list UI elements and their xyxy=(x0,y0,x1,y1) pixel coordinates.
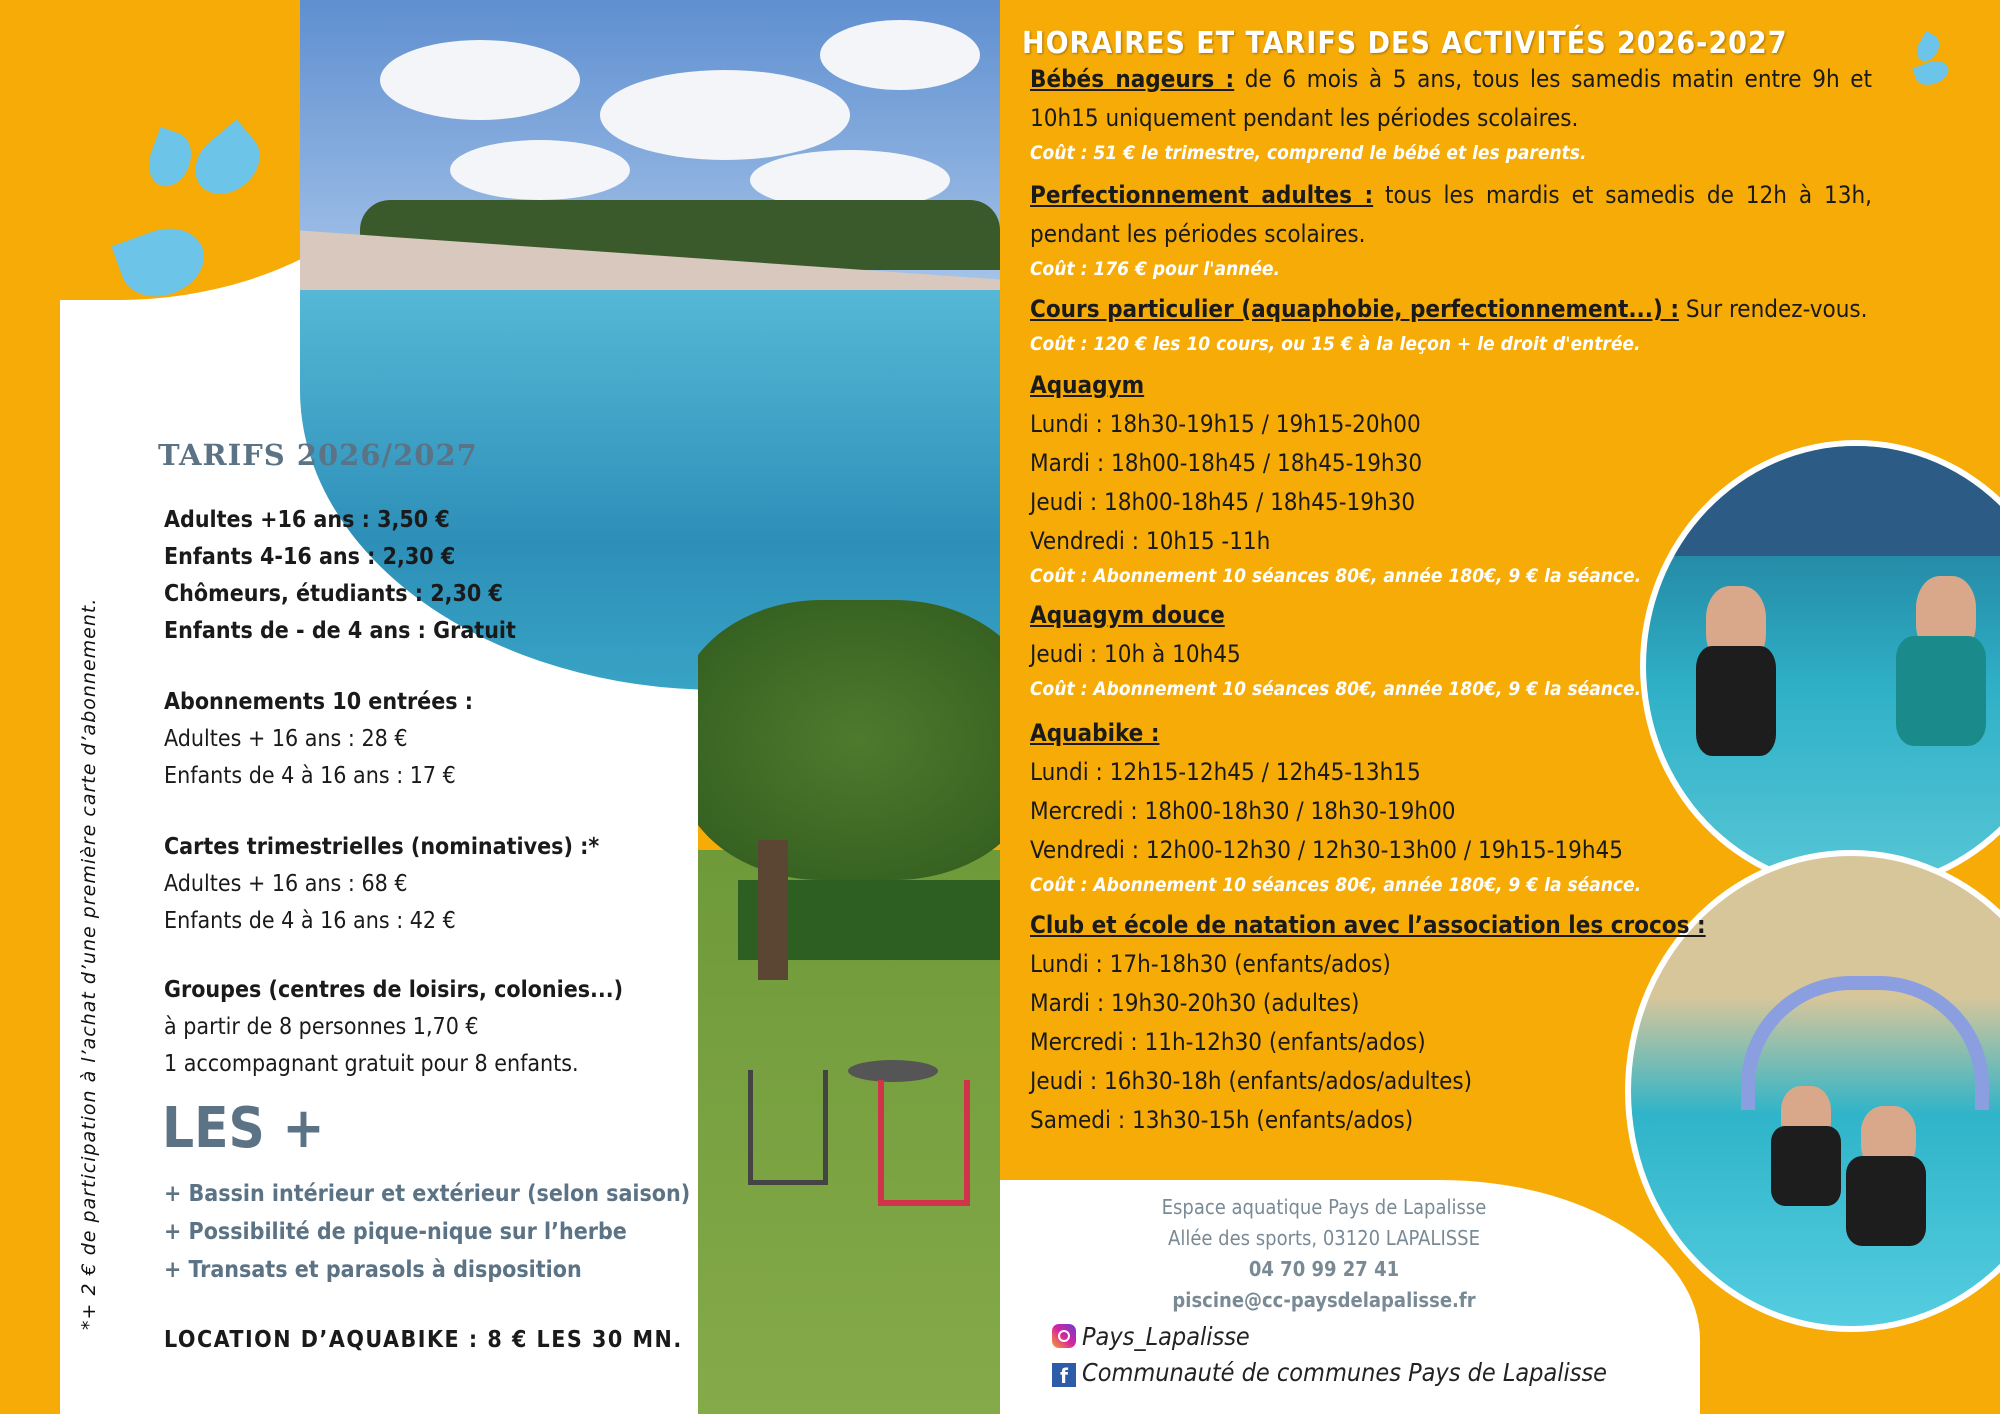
cost-line: Coût : Abonnement 10 séances 80€, année 180€, 9 € la séance. xyxy=(1030,678,1642,700)
price-line: à partir de 8 personnes 1,70 € xyxy=(164,1014,479,1040)
list-item: + Possibilité de pique-nique sur l’herbe xyxy=(164,1219,627,1245)
schedule-line: Mercredi : 18h00-18h30 / 18h30-19h00 xyxy=(1030,797,1456,825)
schedule-line: Jeudi : 16h30-18h (enfants/ados/adultes) xyxy=(1030,1067,1473,1095)
instagram-icon xyxy=(1052,1324,1076,1348)
instagram-handle: Pays_Lapalisse xyxy=(1082,1322,1250,1351)
cost-line: Coût : 176 € pour l'année. xyxy=(1030,258,1281,280)
phone-number[interactable]: 04 70 99 27 41 xyxy=(1248,1257,1400,1281)
list-item: + Bassin intérieur et extérieur (selon saison) xyxy=(164,1181,691,1207)
price-line: Adultes + 16 ans : 68 € xyxy=(164,871,408,897)
left-yellow-band xyxy=(0,0,60,1414)
cost-line: Coût : 51 € le trimestre, comprend le bébé et les parents. xyxy=(1030,142,1587,164)
section-text: Sur rendez-vous. xyxy=(1678,295,1868,323)
price-line: Enfants de - de 4 ans : Gratuit xyxy=(164,618,516,644)
schedule-line: Lundi : 12h15-12h45 / 12h45-13h15 xyxy=(1030,758,1421,786)
venue-name: Espace aquatique Pays de Lapalisse xyxy=(1161,1195,1487,1219)
basic-prices xyxy=(164,502,516,650)
cartes-heading: Cartes trimestrielles (nominatives) :* xyxy=(164,834,600,860)
les-plus-list xyxy=(164,1175,690,1289)
section-heading: Aquabike : xyxy=(1030,719,1160,747)
tarifs-title: TARIFS 2026/2027 xyxy=(158,438,478,472)
price-line: Adultes + 16 ans : 28 € xyxy=(164,726,408,752)
abonnements-heading: Abonnements 10 entrées : xyxy=(164,689,474,715)
section-heading: Club et école de natation avec l’association les crocos : xyxy=(1030,911,1706,939)
aquabike-rental: LOCATION D’AQUABIKE : 8 € LES 30 MN. xyxy=(164,1327,683,1353)
abonnements-block xyxy=(164,684,473,795)
section-heading: Aquagym xyxy=(1030,371,1145,399)
schedule-line: Mardi : 18h00-18h45 / 18h45-19h30 xyxy=(1030,449,1423,477)
price-line: Enfants de 4 à 16 ans : 42 € xyxy=(164,908,456,934)
activities-title: HORAIRES ET TARIFS DES ACTIVITÉS 2026-2027 xyxy=(1022,26,1788,61)
schedule-line: Mardi : 19h30-20h30 (adultes) xyxy=(1030,989,1360,1017)
schedule-line: Lundi : 17h-18h30 (enfants/ados) xyxy=(1030,950,1391,978)
groupes-block xyxy=(164,972,623,1083)
price-line: Chômeurs, étudiants : 2,30 € xyxy=(164,581,503,607)
section-text: tous les mardis et samedis de 12h à 13h, pendant les périodes scolaires. xyxy=(1030,181,1872,248)
list-item: + Transats et parasols à disposition xyxy=(164,1257,582,1283)
contact-block xyxy=(1024,1192,1624,1316)
cost-line: Coût : Abonnement 10 séances 80€, année 180€, 9 € la séance. xyxy=(1030,874,1642,896)
garden-photo xyxy=(698,600,1000,1414)
perfectionnement-section xyxy=(1030,176,1872,284)
schedule-line: Vendredi : 12h00-12h30 / 12h30-13h00 / 19h15-19h45 xyxy=(1030,836,1624,864)
facebook-icon: f xyxy=(1052,1363,1076,1387)
aquagym-douce-section xyxy=(1030,596,1872,704)
cost-line: Coût : 120 € les 10 cours, ou 15 € à la leçon + le droit d'entrée. xyxy=(1030,333,1641,355)
email-link[interactable]: piscine@cc-paysdelapalisse.fr xyxy=(1172,1288,1476,1312)
les-plus-title: LES + xyxy=(162,1096,325,1161)
groupes-heading: Groupes (centres de loisirs, colonies...) xyxy=(164,977,624,1003)
section-heading: Bébés nageurs : xyxy=(1030,65,1235,93)
aquabike-section xyxy=(1030,714,1872,900)
facebook-link[interactable] xyxy=(1052,1358,1607,1387)
cours-particulier-section xyxy=(1030,290,1872,359)
section-heading: Cours particulier (aquaphobie, perfectionnement...) : xyxy=(1030,295,1679,323)
price-line: Adultes +16 ans : 3,50 € xyxy=(164,507,450,533)
facebook-page: Communauté de communes Pays de Lapalisse xyxy=(1082,1358,1607,1387)
aquagym-section xyxy=(1030,366,1872,591)
section-heading: Aquagym douce xyxy=(1030,601,1225,629)
cartes-block xyxy=(164,829,599,940)
schedule-line: Jeudi : 18h00-18h45 / 18h45-19h30 xyxy=(1030,488,1416,516)
section-heading: Perfectionnement adultes : xyxy=(1030,181,1374,209)
schedule-line: Mercredi : 11h-12h30 (enfants/ados) xyxy=(1030,1028,1426,1056)
club-section xyxy=(1030,906,1872,1140)
schedule-line: Lundi : 18h30-19h15 / 19h15-20h00 xyxy=(1030,410,1421,438)
price-line: 1 accompagnant gratuit pour 8 enfants. xyxy=(164,1051,579,1077)
instagram-link[interactable] xyxy=(1052,1322,1250,1351)
schedule-line: Samedi : 13h30-15h (enfants/ados) xyxy=(1030,1106,1414,1134)
price-line: Enfants 4-16 ans : 2,30 € xyxy=(164,544,456,570)
venue-address: Allée des sports, 03120 LAPALISSE xyxy=(1168,1226,1480,1250)
section-text: de 6 mois à 5 ans, tous les samedis matin entre 9h et 10h15 uniquement pendant les périodes scolaires. xyxy=(1030,65,1873,132)
schedule-line: Jeudi : 10h à 10h45 xyxy=(1030,640,1241,668)
cost-line: Coût : Abonnement 10 séances 80€, année 180€, 9 € la séance. xyxy=(1030,565,1642,587)
price-line: Enfants de 4 à 16 ans : 17 € xyxy=(164,763,456,789)
bebes-nageurs-section xyxy=(1030,60,1872,168)
schedule-line: Vendredi : 10h15 -11h xyxy=(1030,527,1271,555)
subscription-footnote: *+ 2 € de participation à l’achat d’une première carte d’abonnement. xyxy=(78,597,100,1330)
